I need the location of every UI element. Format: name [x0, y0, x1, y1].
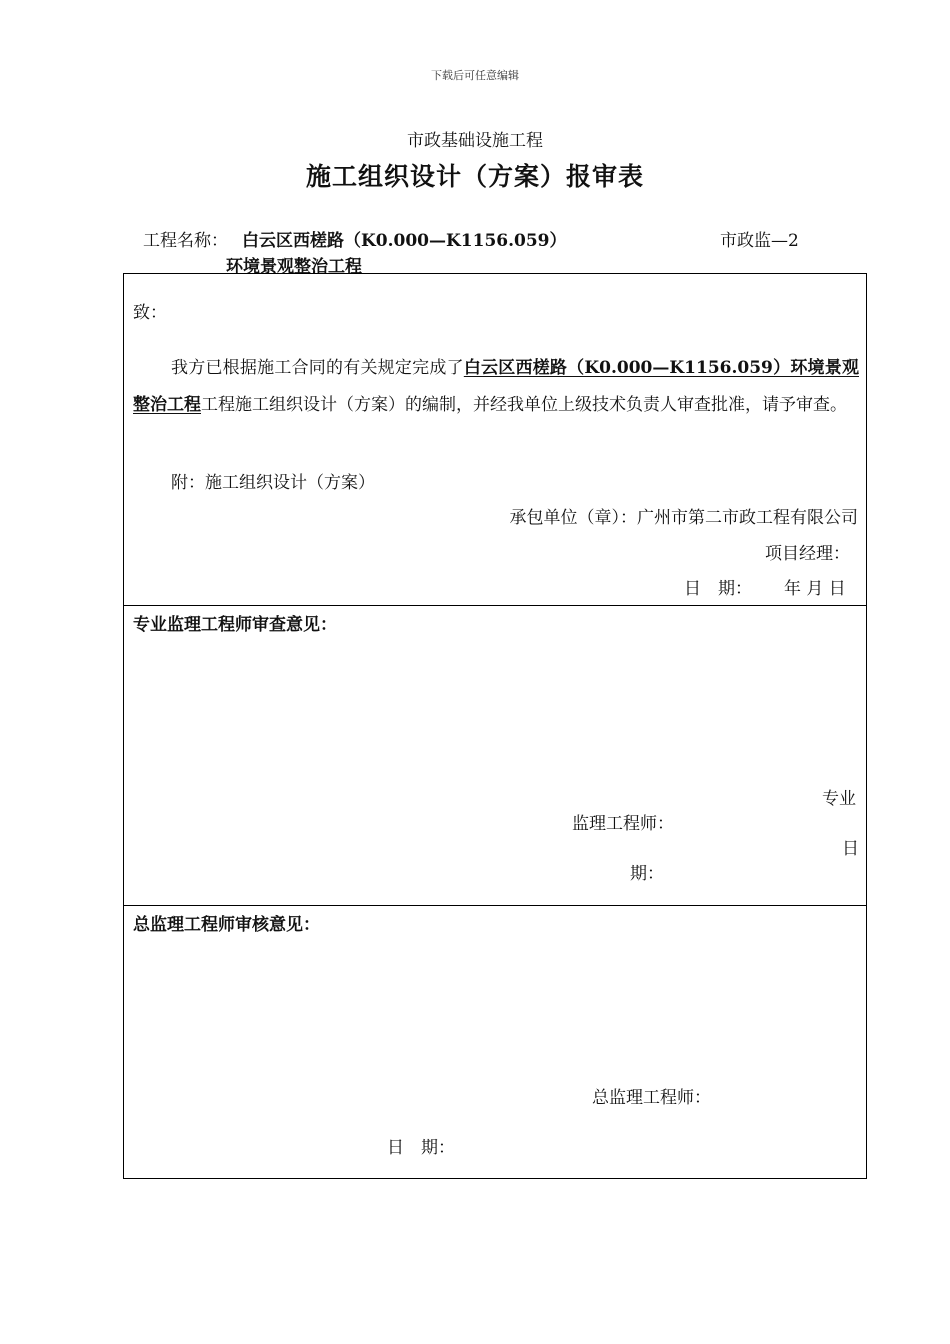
- section-divider-1: [123, 605, 867, 606]
- form-code: 市政监—2: [720, 231, 799, 251]
- para-suffix: 工程施工组织设计（方案）的编制，并经我单位上级技术负责人审查批准，请予审查。: [201, 395, 847, 415]
- submission-paragraph: [133, 350, 859, 424]
- section-divider-2: [123, 905, 867, 906]
- specialist-date-a: 日: [842, 839, 859, 859]
- project-name-line1: 白云区西槎路（K0.000—K1156.059）: [242, 231, 567, 251]
- chief-date-label: 日 期：: [387, 1138, 455, 1158]
- date-ymd: 年 月 日: [784, 579, 846, 599]
- project-name-line2: 环境景观整治工程: [226, 257, 362, 277]
- attachment-line: 附：施工组织设计（方案）: [171, 473, 375, 493]
- project-name-label: 工程名称：: [143, 231, 228, 251]
- date-label: 日 期：: [684, 579, 752, 599]
- specialist-signature-b: 监理工程师：: [572, 814, 674, 834]
- download-note: 下载后可任意编辑: [431, 69, 519, 82]
- document-title: 施工组织设计（方案）报审表: [305, 162, 644, 191]
- specialist-signature-a: 专业: [822, 789, 856, 809]
- para-prefix: 我方已根据施工合同的有关规定完成了: [171, 358, 464, 378]
- chief-review-heading: 总监理工程师审核意见：: [133, 915, 320, 935]
- document-subtitle: 市政基础设施工程: [407, 131, 543, 151]
- specialist-date-b: 期：: [630, 864, 664, 884]
- chief-engineer-signature: 总监理工程师：: [592, 1088, 711, 1108]
- addressee: 致：: [133, 303, 167, 323]
- project-manager-label: 项目经理：: [765, 544, 850, 564]
- para-project-name: 白云区西槎路（K0.000—K1156.059）环境景观整治工程: [133, 358, 859, 415]
- specialist-review-heading: 专业监理工程师审查意见：: [133, 615, 337, 635]
- contractor-line: 承包单位（章）：广州市第二市政工程有限公司: [509, 508, 858, 528]
